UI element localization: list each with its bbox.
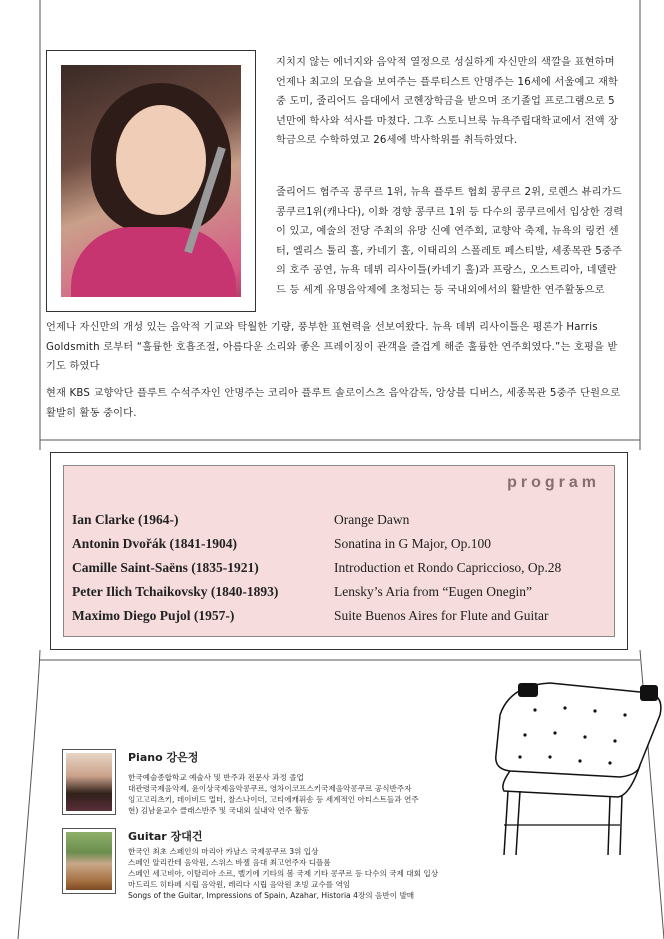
pianist-photo [62,749,116,815]
pianist-bio: 한국예술종합학교 예술사 및 반주과 전문사 과정 졸업 대관령국제음악제, 윤이상국제음악콩쿠르, 영차이코프스키국제음악콩쿠르 공식반주자 잉고고리츠키, 데이비드 멀터, 찰스나이더, 고티에캐퓌송 등 세계적인 아티스트들과 연주 현) 김남윤교수 클래스반주 및 국내외 실내악 연주 활동 [128,773,419,815]
program-item [72,584,612,608]
work-title: Suite Buenos Aires for Flute and Guitar [334,608,549,623]
work-title: Orange Dawn [334,512,410,527]
composer: Ian Clarke (1964-) [72,512,179,527]
guitarist-photo [62,828,116,894]
guitarist-bio: 한국인 최초 스페인의 마리아 카날스 국제콩쿠르 3위 입상 스페인 알리칸테 음악원, 스위스 바젤 음대 최고연주자 디플롬 스페인 세고비아, 이탈리아 소르, 벨기에 기타의 봄 국제 기타 콩쿠르 등 다수의 국제 대회 입상 마드리드 히타페 시립 음악원, 레리다 시립 음악원 초빙 교수를 역임 Songs of the Guitar, Impressions of Spain, Azahar, Historia 4장의 음반이 발매 [128,847,439,900]
pianist-name: Piano 강은정 [128,751,199,764]
program-item [72,560,612,584]
composer: Peter Ilich Tchaikovsky (1840-1893) [72,584,279,599]
composer: Camille Saint-Saëns (1835-1921) [72,560,259,575]
composer: Antonin Dvořák (1841-1904) [72,536,238,551]
program-item [72,536,612,560]
guitarist-name: Guitar 장대건 [128,830,203,843]
program-item [72,512,612,536]
piano-bench-illustration [490,675,664,855]
program-panel [63,465,615,637]
program-title: program [507,474,600,491]
bio-paragraph-2-continued: 언제나 자신만의 개성 있는 음악적 기교와 탁월한 기량, 풍부한 표현력을 선보여왔다. 뉴욕 데뷔 리사이틀은 평론가 Harris Goldsmith 로부터 “훌륭한 호흡조절, 아름다운 소리와 좋은 프레이징이 관객을 즐겁게 해준 훌륭한 연주회였다.”는 호평을 받기도 하였다 [46,322,618,372]
work-title: Introduction et Rondo Capriccioso, Op.28 [334,560,562,575]
portrait-frame [46,50,256,312]
bio-paragraph-2: 줄리어드 협주곡 콩쿠르 1위, 뉴욕 플루트 협회 콩쿠르 2위, 로렌스 뷰리가드 콩쿠르1위(캐나다), 이화 경향 콩쿠르 1위 등 다수의 콩쿠르에서 입상한 경력이 있고, 예술의 전당 주최의 유망 신예 연주회, 교향악 축제, 뉴욕의 링컨 센터, 엘리스 툴리 홀, 카네기 홀, 이태리의 스폴레토 페스티발, 세종목관 5중주의 호주 공연, 뉴욕 데뷔 리사이틀(카네기 홀)과 프랑스, 오스트리아, 네델란드 등 세계 유명음악제에 초청되는 등 국내외에서의 활발한 연주활동으로 [276,187,624,296]
program-item [72,608,612,632]
work-title: Sonatina in G Major, Op.100 [334,536,491,551]
work-title: Lensky’s Aria from “Eugen Onegin” [334,584,532,599]
bio-paragraph-1: 지치지 않는 에너지와 음악적 열정으로 성실하게 자신만의 색깔을 표현하며 언제나 최고의 모습을 보여주는 플루티스트 안명주는 16세에 서울예고 재학중 도미, 줄리어드 음대에서 코헨장학금을 받으며 조기졸업 프로그램으로 5년만에 학사와 석사를 마쳤다. 그후 스토니브룩 뉴욕주립대학교에서 전액 장학금으로 수학하였고 26세에 박사학위를 취득하였다. [276,57,619,146]
bio-paragraph-3: 현재 KBS 교향악단 플루트 수석주자인 안명주는 코리아 플루트 솔로이스츠 음악감독, 앙상블 디버스, 세종목관 5중주 단원으로 활발히 활동 중이다. [46,388,621,419]
flutist-portrait [61,65,241,297]
program-frame [50,452,628,650]
composer: Maximo Diego Pujol (1957-) [72,608,235,623]
